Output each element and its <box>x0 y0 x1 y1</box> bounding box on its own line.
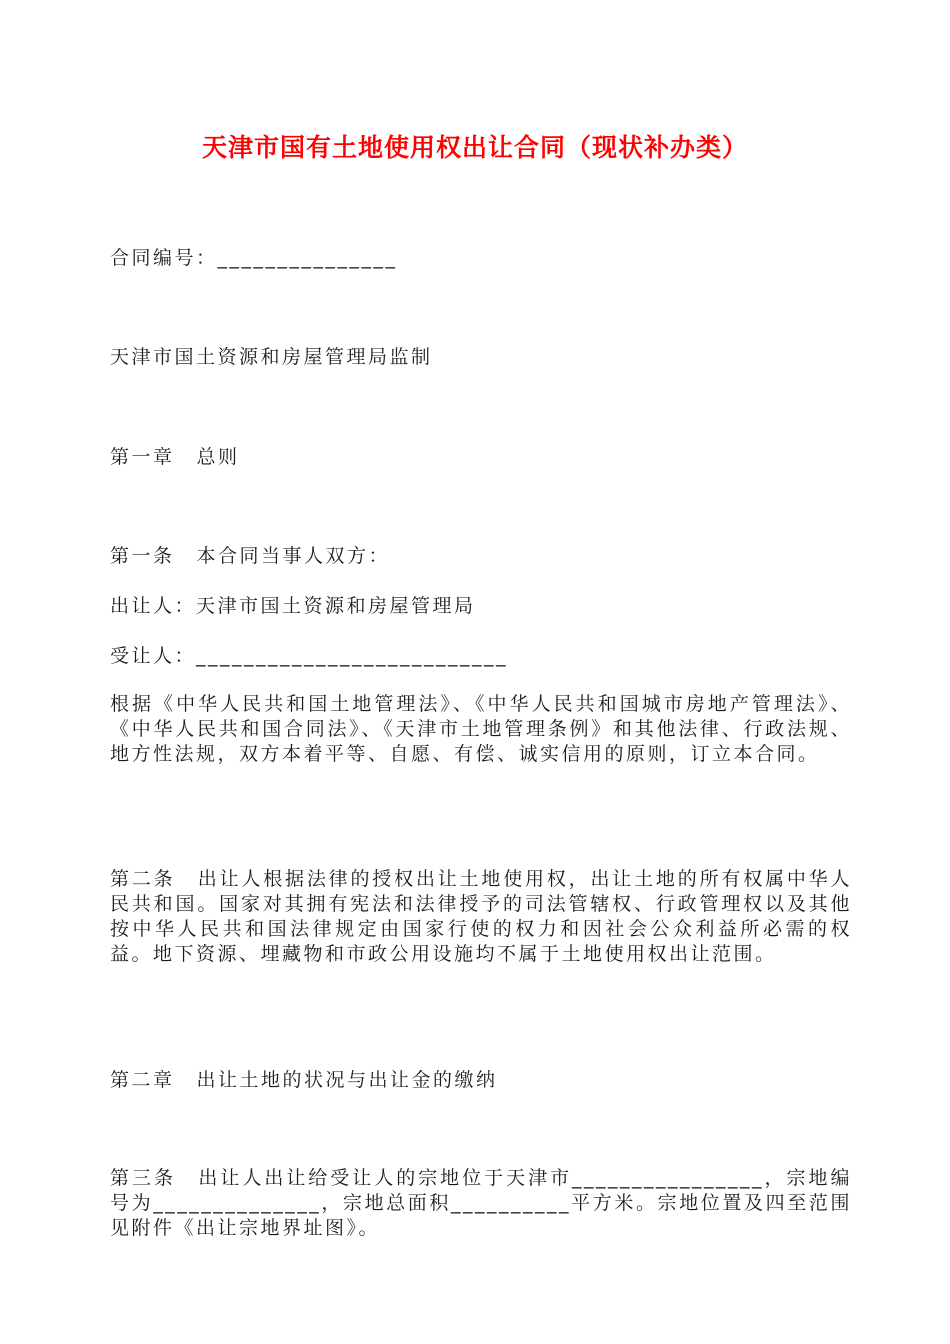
transferor-line <box>110 592 850 620</box>
contract-number-label: 合同编号： <box>110 247 218 269</box>
chapter-2-number: 第二章 <box>110 1069 175 1091</box>
document-title: 天津市国有土地使用权出让合同（现状补办类） <box>201 133 748 162</box>
article-3 <box>110 1166 852 1241</box>
supervisor-line: 天津市国土资源和房屋管理局监制 <box>110 346 433 368</box>
chapter-2-heading <box>110 1066 850 1094</box>
contract-number-line <box>110 244 850 272</box>
transferor-value: 天津市国土资源和房屋管理局 <box>196 595 476 617</box>
transferee-line <box>110 642 850 670</box>
transferee-label: 受让人： <box>110 645 197 667</box>
article-2 <box>110 867 852 967</box>
chapter-1-heading <box>110 443 850 471</box>
transferor-label: 出让人： <box>110 595 197 617</box>
basis-paragraph: 根据《中华人民共和国土地管理法》、《中华人民共和国城市房地产管理法》、《中华人民共和国合同法》、《天津市土地管理条例》和其他法律、行政法规、地方性法规，双方本着平等、自愿、有偿、诚实信用的原则，订立本合同。 <box>110 693 852 765</box>
article-1-number: 第一条 <box>110 545 175 567</box>
chapter-1-number: 第一章 <box>110 446 175 468</box>
article-2-number: 第二条 <box>110 868 176 890</box>
article-1 <box>110 542 850 570</box>
article-3-number: 第三条 <box>110 1167 176 1189</box>
article-1-text: 本合同当事人双方： <box>196 545 391 567</box>
transferee-blank: __________________________ <box>196 645 509 667</box>
article-2-text: 出让人根据法律的授权出让土地使用权，出让土地的所有权属中华人民共和国。国家对其拥有宪法和法律授予的司法管辖权、行政管理权以及其他按中华人民共和国法律规定由国家行使的权力和因社会公众利益所必需的权益。地下资源、埋藏物和市政公用设施均不属于土地使用权出让范围。 <box>110 868 852 965</box>
contract-number-blank: _______________ <box>217 247 398 269</box>
article-3-text: 出让人出让给受让人的宗地位于天津市________________，宗地编号为______________，宗地总面积__________平方米。宗地位置及四至范围见附件《出让宗地界址图》。 <box>110 1167 852 1239</box>
chapter-1-title: 总则 <box>196 446 240 468</box>
chapter-2-title: 出让土地的状况与出让金的缴纳 <box>196 1069 498 1091</box>
